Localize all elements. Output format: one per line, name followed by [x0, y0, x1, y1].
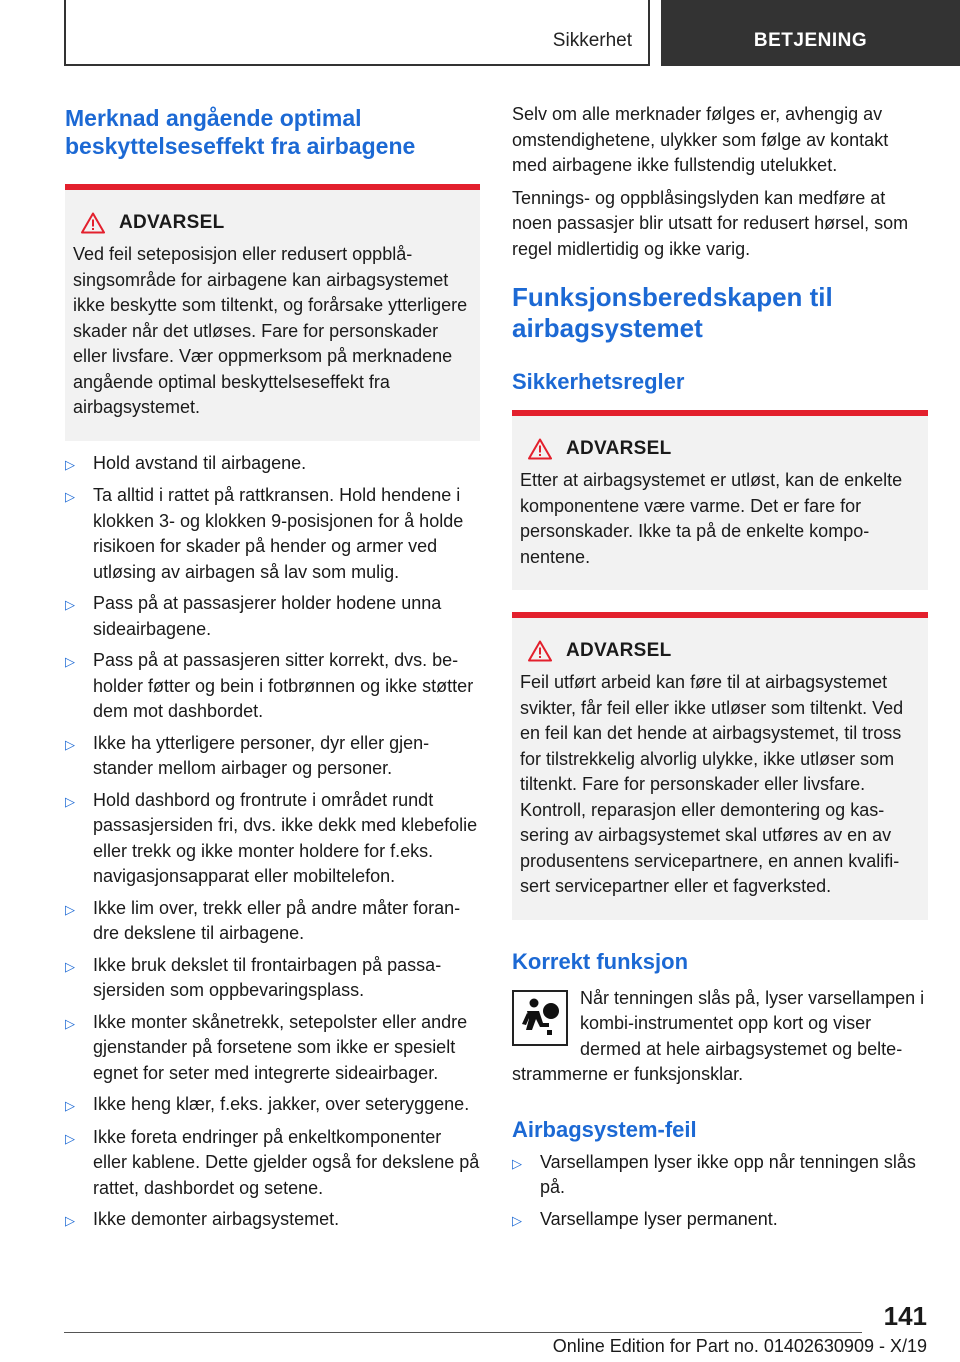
list-item-text: Ikke monter skånetrekk, setepolster eller andre gjenstander på forsetene som ikke er spesielt egnet for seter med integrerte sideairbager. [93, 1011, 468, 1083]
warning-triangle-icon [528, 438, 552, 460]
header-chapter-tab [661, 0, 960, 66]
list-item-text: Pass på at passasjerer holder hodene unna sideairbagene. [93, 593, 442, 639]
warning-triangle-icon [81, 212, 105, 234]
right-column [512, 100, 928, 1239]
triangle-right-icon: ▷ [65, 958, 75, 974]
list-item-text: Ikke bruk dekslet til frontairbagen på passasjersiden som oppbevaringsplass. [93, 954, 442, 1000]
footer-edition [553, 1336, 927, 1357]
warning-box-hot-components [512, 410, 928, 590]
warning-header [73, 208, 472, 238]
warning-title: ADVARSEL [566, 438, 672, 459]
triangle-right-icon: ▷ [65, 793, 75, 809]
heading-correct-function: Korrekt funksjon [512, 948, 689, 974]
triangle-right-icon: ▷ [65, 1098, 75, 1113]
triangle-right-icon: ▷ [512, 1155, 522, 1171]
intro-paragraph-1: Selv om alle merknader følges er, avhengig av omstendighetene, ulykker som følge av kontakt med airbagene ikke fullstendig utelukket. [512, 104, 889, 175]
warning-title: ADVARSEL [566, 640, 672, 661]
list-item-text: Ikke heng klær, f.eks. jakker, over seteryggene. [93, 1094, 470, 1114]
page-number: 141 [883, 1301, 927, 1331]
heading-airbag-fault: Airbagsystem-feil [512, 1116, 697, 1142]
list-item-text: Ikke demonter airbagsystemet. [93, 1209, 340, 1229]
list-item [65, 591, 480, 642]
list-item-text: Ta alltid i rattet på rattkransen. Hold hendene i klokken 3- og klokken 9-posisjonen for å holde risikoen for skader på hender og armer ved utløsing av airbagen så lav som mulig. [93, 485, 464, 582]
triangle-right-icon: ▷ [65, 1130, 75, 1146]
header-section-title: Sikkerhet [552, 30, 632, 51]
header-section-box [64, 0, 650, 66]
list-item-text: Pass på at passasjeren sitter korrekt, dvs. beholder føtter og bein i fotbrønnen og ikke støtter dem mot dashbordet. [93, 650, 474, 721]
list-item-text: Ikke ha ytterligere personer, dyr eller gjenstander mellom airbager og personer. [93, 732, 430, 778]
triangle-right-icon: ▷ [65, 489, 75, 504]
list-item-text: Ikke lim over, trekk eller på andre måter forandre dekslene til airbagene. [93, 897, 461, 943]
warning-box [65, 184, 480, 441]
triangle-right-icon: ▷ [65, 1015, 75, 1031]
function-block [512, 986, 928, 1088]
triangle-right-icon: ▷ [512, 1212, 522, 1228]
heading-optimal-protection: Merknad angående optimal beskyttelseseffekt fra airbagene [65, 105, 416, 159]
function-text: Når tenningen slås på, lyser varsellampen i kombi-instrumentet opp kort og viser dermed at hele airbagsystemet og beltestrammerne er funksjonsklar. [512, 987, 925, 1084]
list-item [65, 483, 480, 585]
airbag-warning-icon [512, 990, 568, 1046]
warning-text: Etter at airbagsystemet er utløst, kan de enkelte komponentene være varme. Det er fare for personskader. Ikke ta på de enkelte komponentene. [520, 470, 903, 567]
warning-header [520, 636, 920, 666]
list-item [65, 896, 480, 947]
heading-safety-rules: Sikkerhetsregler [512, 369, 685, 394]
list-item [65, 731, 480, 782]
list-item [65, 788, 480, 890]
list-item-text: Varsellampen lyser ikke opp når tenningen slås på. [540, 1151, 916, 1197]
footer-divider [64, 1332, 862, 1333]
safety-bullet-list [65, 451, 480, 1234]
list-item [65, 1010, 480, 1087]
triangle-right-icon: ▷ [65, 597, 75, 612]
warning-title: ADVARSEL [119, 212, 225, 233]
list-item [65, 953, 480, 1004]
intro-paragraph-2: Tennings- og oppblåsingslyden kan medføre at noen passasjer blir utsatt for redusert hørsel, som regel midlertidig og ikke varig. [512, 187, 909, 259]
left-column [65, 100, 480, 1240]
list-item [512, 1150, 928, 1201]
triangle-right-icon: ▷ [65, 1213, 75, 1228]
triangle-right-icon: ▷ [65, 654, 75, 669]
list-item [65, 451, 480, 478]
warning-box-faulty-work [512, 612, 928, 920]
list-item [65, 1207, 480, 1234]
header-chapter-title: BETJENING [753, 30, 868, 51]
list-item [65, 648, 480, 725]
warning-triangle-icon [528, 640, 552, 662]
list-item [65, 1125, 480, 1202]
fault-bullet-list [512, 1150, 928, 1234]
triangle-right-icon: ▷ [65, 736, 75, 752]
warning-text: Feil utført arbeid kan føre til at airbagsystemet svikter, får feil eller ikke utløser som tiltenkt. Ved en feil kan det hende at airbagsystemet, til tross for tilstrekkelig alvorlig ulykke, ikke utløser som tiltenkt. Fare for personskader eller livsfare. Kontroll, reparasjon eller demontering og kassering av airbagsystemet skal utføres av en av produsentens servicepartnere, en annen kvalifisert servicepartner eller et fagverksted. [520, 672, 904, 896]
list-item-text: Varsellampe lyser permanent. [540, 1208, 778, 1229]
list-item [512, 1207, 928, 1234]
list-item-text: Hold avstand til airbagene. [93, 452, 307, 473]
triangle-right-icon: ▷ [65, 456, 75, 472]
footer-edition-text: Online Edition for Part no. 01402630909 - X/19 [552, 1336, 927, 1356]
list-item [65, 1092, 480, 1119]
heading-airbag-readiness: Funksjonsberedskapen til airbagsystemet [512, 282, 833, 343]
list-item-text: Ikke foreta endringer på enkeltkomponenter eller kablene. Dette gjelder også for dekslene på rattet, dashbordet og setene. [93, 1126, 480, 1198]
triangle-right-icon: ▷ [65, 901, 75, 917]
warning-text: Ved feil seteposisjon eller redusert oppblåsingsområde for airbagene kan airbagsystemet ikke beskytte som tiltenkt, og forårsake ytterligere skader når det utløses. Fare for personskader eller livsfare. Vær oppmerksom på merknadene angående optimal beskyttelseseffekt fra airbagsystemet. [73, 244, 468, 417]
list-item-text: Hold dashbord og frontrute i området rundt passasjersiden fri, dvs. ikke dekk med klebefolie eller trekk og ikke monter holdere for f.eks. navigasjonsapparat eller mobiltelefon. [93, 789, 478, 886]
warning-header [520, 434, 920, 464]
